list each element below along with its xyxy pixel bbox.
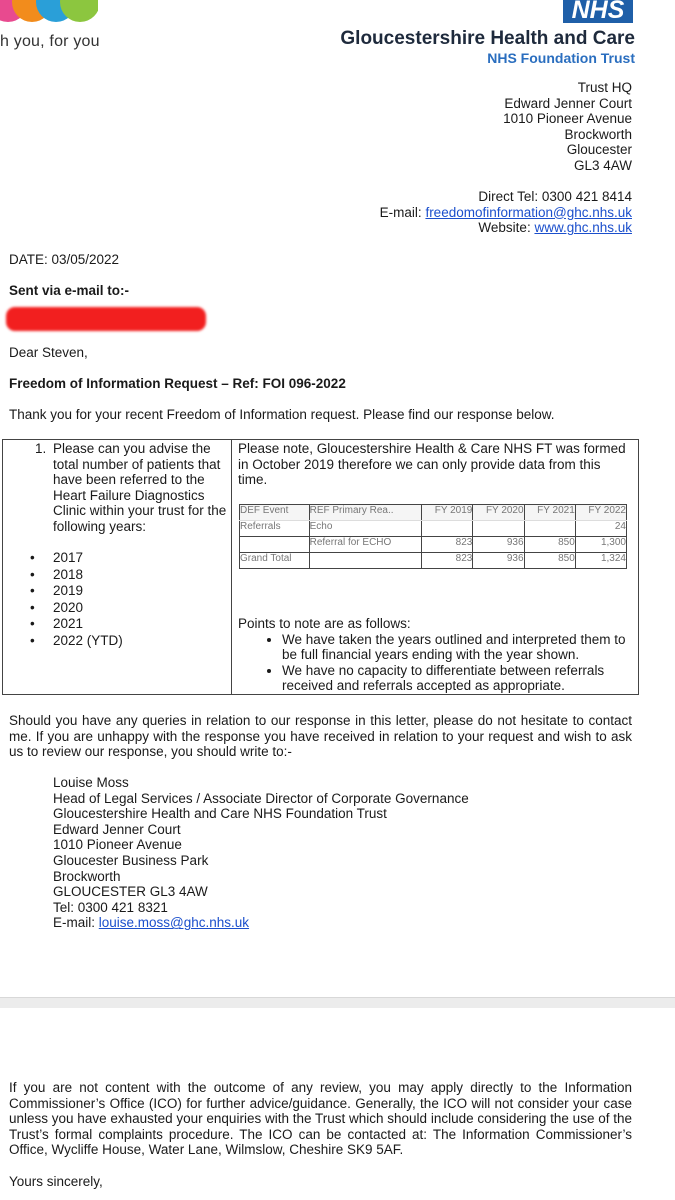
- sent-via-label: Sent via e-mail to:-: [9, 283, 130, 298]
- point-item: • We have taken the years outlined and interpreted them to be full financial years ending with the year shown.: [282, 632, 638, 663]
- column-header: FY 2019: [422, 505, 473, 521]
- contact-details: [380, 189, 632, 236]
- column-header: FY 2022: [575, 505, 626, 521]
- sig-line: Tel: 0300 421 8321: [53, 899, 168, 915]
- sig-line: Brockworth: [53, 868, 121, 884]
- table-cell: 823: [422, 537, 473, 553]
- sig-line: Head of Legal Services / Associate Director of Corporate Governance: [53, 790, 469, 806]
- table-cell: 936: [473, 553, 524, 569]
- website-link[interactable]: www.ghc.nhs.uk: [534, 220, 632, 236]
- table-cell: [524, 521, 575, 537]
- email-line: E-mail: freedomofinformation@ghc.nhs.uk: [379, 204, 632, 220]
- foi-response-table: [2, 439, 639, 695]
- salutation: Dear Steven,: [9, 345, 88, 360]
- address-line: 1010 Pioneer Avenue: [503, 111, 632, 127]
- sig-line: Louise Moss: [53, 775, 129, 790]
- organisation-subtitle: NHS Foundation Trust: [487, 50, 635, 66]
- table-cell: Referral for ECHO: [309, 537, 422, 553]
- response-note: Please note, Gloucestershire Health & Care NHS FT was formed in October 2019 therefore we can only provide data from this time.: [238, 441, 626, 487]
- table-cell: 1,324: [575, 553, 626, 569]
- year-item: • 2017: [30, 550, 123, 567]
- column-header: FY 2020: [473, 505, 524, 521]
- year-item: • 2021: [30, 616, 123, 633]
- trust-logo-circles: [0, 0, 98, 26]
- year-item: • 2019: [30, 583, 123, 600]
- website-line: Website: www.ghc.nhs.uk: [478, 220, 632, 236]
- signoff: Yours sincerely,: [9, 1174, 103, 1189]
- table-cell: [473, 521, 524, 537]
- response-cell: [232, 440, 639, 695]
- address-line: Edward Jenner Court: [504, 95, 632, 111]
- year-item: • 2018: [30, 567, 123, 584]
- queries-paragraph: Should you have any queries in relation to our response in this letter, please do not hesitate to contact me. If you are unhappy with the response you have received in relation to your request and wish to ask us to review our response, you should write to:-: [9, 713, 632, 760]
- nhs-logo: NHS: [563, 0, 633, 23]
- table-cell: 24: [575, 521, 626, 537]
- review-contact-block: [53, 775, 469, 931]
- table-cell: 850: [524, 553, 575, 569]
- sig-line: 1010 Pioneer Avenue: [53, 837, 182, 853]
- table-cell: 823: [422, 553, 473, 569]
- sig-email-line: E-mail: louise.moss@ghc.nhs.uk: [53, 915, 250, 931]
- trust-address: [503, 80, 632, 174]
- referral-data-table: [239, 504, 627, 569]
- table-cell: [309, 553, 422, 569]
- table-cell: 936: [473, 537, 524, 553]
- point-item: • We have no capacity to differentiate between referrals received and referrals accepted as appropriate.: [282, 663, 638, 694]
- sig-line: Edward Jenner Court: [53, 821, 181, 837]
- table-cell: Grand Total: [240, 553, 310, 569]
- table-cell: Referrals: [240, 521, 310, 537]
- year-item: • 2022 (YTD): [30, 633, 123, 650]
- organisation-name: Gloucestershire Health and Care: [340, 28, 635, 49]
- years-list: [30, 550, 123, 649]
- table-cell: Echo: [309, 521, 422, 537]
- question-text: Please can you advise the total number of patients that have been referred to the Heart Failure Diagnostics Clinic within your trust for the following years:: [53, 441, 227, 534]
- louise-moss-email-link[interactable]: louise.moss@ghc.nhs.uk: [98, 915, 250, 931]
- trust-tagline: h you, for you: [0, 33, 100, 50]
- direct-tel: Direct Tel: 0300 421 8414: [478, 189, 632, 204]
- foi-email-link[interactable]: freedomofinformation@ghc.nhs.uk: [425, 204, 632, 220]
- table-cell: 1,300: [575, 537, 626, 553]
- sig-line: GLOUCESTER GL3 4AW: [53, 884, 208, 900]
- column-header: DEF Event: [240, 505, 310, 521]
- points-intro: Points to note are as follows:: [238, 616, 411, 631]
- address-line: GL3 4AW: [573, 157, 632, 173]
- question-cell: [3, 440, 232, 695]
- foi-subject: Freedom of Information Request – Ref: FOI 096-2022: [9, 376, 346, 391]
- table-cell: [422, 521, 473, 537]
- address-line: Brockworth: [564, 126, 632, 142]
- address-line: Trust HQ: [577, 80, 632, 95]
- intro-text: Thank you for your recent Freedom of Information request. Please find our response below.: [9, 407, 555, 422]
- page-break: [0, 997, 675, 1008]
- sig-line: Gloucester Business Park: [53, 852, 209, 868]
- redacted-email: [6, 307, 206, 331]
- letter-date: DATE: 03/05/2022: [9, 252, 120, 267]
- question-number: 1.: [35, 441, 47, 456]
- column-header: FY 2021: [524, 505, 575, 521]
- ico-paragraph: If you are not content with the outcome of any review, you may apply directly to the Information Commissioner’s Office (ICO) for further advice/guidance. Generally, the ICO will not consider your case unless you have exhausted your enquiries with the Trust which should include considering the use of the Trust’s formal complaints procedure. The ICO can be contacted at: The Information Commissioner’s Office, Wycliffe House, Water Lane, Wilmslow, Cheshire SK9 5AF.: [9, 1080, 632, 1158]
- address-line: Gloucester: [566, 142, 632, 158]
- table-cell: [240, 537, 310, 553]
- points-to-note: [238, 616, 638, 694]
- column-header: REF Primary Rea..: [309, 505, 422, 521]
- year-item: • 2020: [30, 600, 123, 617]
- table-cell: 850: [524, 537, 575, 553]
- sig-line: Gloucestershire Health and Care NHS Foundation Trust: [53, 806, 387, 822]
